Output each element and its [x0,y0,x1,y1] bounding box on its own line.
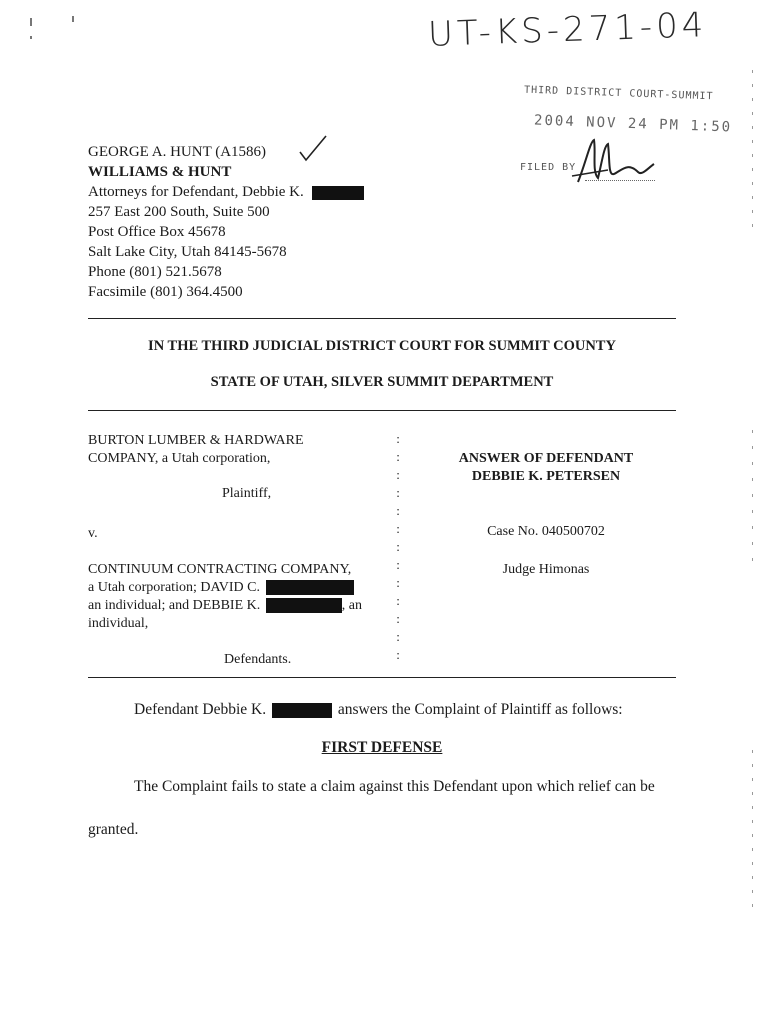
colon: : [396,629,400,644]
clerk-signature [568,132,658,192]
colon: : [396,557,400,572]
law-firm: WILLIAMS & HUNT [88,164,232,180]
defendant-name-3-suffix: , an [341,598,362,613]
scan-artifact [30,36,32,39]
defendant-name-3 [88,598,362,614]
defendant-name-2-text: a Utah corporation; DAVID C. [88,580,260,595]
document-title-line-1: ANSWER OF DEFENDANT [458,451,634,466]
address-line-3: Salt Lake City, Utah 84145-5678 [88,244,287,260]
first-defense-heading: FIRST DEFENSE [321,739,443,756]
plaintiff-name-2: COMPANY, a Utah corporation, [88,451,271,466]
colon: : [396,467,400,482]
versus: v. [88,526,98,541]
colon: : [396,521,400,536]
intro-text-a: Defendant Debbie K. [134,701,267,718]
defendant-name-1: CONTINUUM CONTRACTING COMPANY, [88,562,352,577]
filed-by-underline [585,180,655,181]
defendant-name-2 [88,580,354,596]
document-title-line-2: DEBBIE K. PETERSEN [471,469,621,484]
intro-text-b: answers the Complaint of Plaintiff as follows: [337,701,623,718]
attorney-role-text: Attorneys for Defendant, Debbie K. [88,184,304,200]
filing-stamp-court: THIRD DISTRICT COURT-SUMMIT [523,84,714,103]
colon: : [396,449,400,464]
plaintiff-label: Plaintiff, [222,486,272,501]
judge-name: Judge Himonas [502,562,590,577]
redaction-block [272,703,332,718]
phone-line: Phone (801) 521.5678 [88,264,222,280]
colon: : [396,539,400,554]
colon: : [396,611,400,626]
scan-artifact [752,750,753,910]
colon: : [396,647,400,662]
colon: : [396,575,400,590]
filing-stamp-datetime: 2004 NOV 24 PM 1:50 [533,112,733,136]
colon: : [396,593,400,608]
scan-artifact [30,18,32,26]
address-line-1: 257 East 200 South, Suite 500 [88,204,270,220]
attorney-name: GEORGE A. HUNT (A1586) [88,144,267,160]
redaction-block [266,598,342,613]
first-defense-paragraph-cont: granted. [88,821,139,838]
address-line-2: Post Office Box 45678 [88,224,226,240]
first-defense-paragraph: The Complaint fails to state a claim against this Defendant upon which relief can be [134,778,655,795]
scan-artifact [72,16,74,22]
fax-line: Facsimile (801) 364.4500 [88,284,243,300]
colon: : [396,485,400,500]
attorney-block [88,142,364,302]
caption-top-rule [88,410,676,411]
document-title [410,450,682,486]
filing-stamp-filed-by: FILED BY [520,162,577,173]
court-name: IN THE THIRD JUDICIAL DISTRICT COURT FOR SUMMIT COUNTY [148,338,616,354]
plaintiff-name-1: BURTON LUMBER & HARDWARE [88,433,304,448]
court-top-rule [88,318,676,319]
caption-bottom-rule [88,677,676,678]
colon: : [396,431,400,446]
handwritten-case-number: UT-KS-271-04 [427,5,709,55]
attorney-role [88,182,364,202]
intro-paragraph [134,701,623,719]
redaction-block [312,186,364,200]
redaction-block [266,580,354,595]
court-department: STATE OF UTAH, SILVER SUMMIT DEPARTMENT [210,374,554,390]
defendant-name-4: individual, [88,616,149,631]
caption-colon-column [392,430,404,664]
defendants-label: Defendants. [224,652,292,667]
scan-artifact [752,70,753,230]
case-number: Case No. 040500702 [487,524,605,539]
colon: : [396,503,400,518]
scan-artifact [752,430,753,570]
defendant-name-3-text: an individual; and DEBBIE K. [88,598,261,613]
